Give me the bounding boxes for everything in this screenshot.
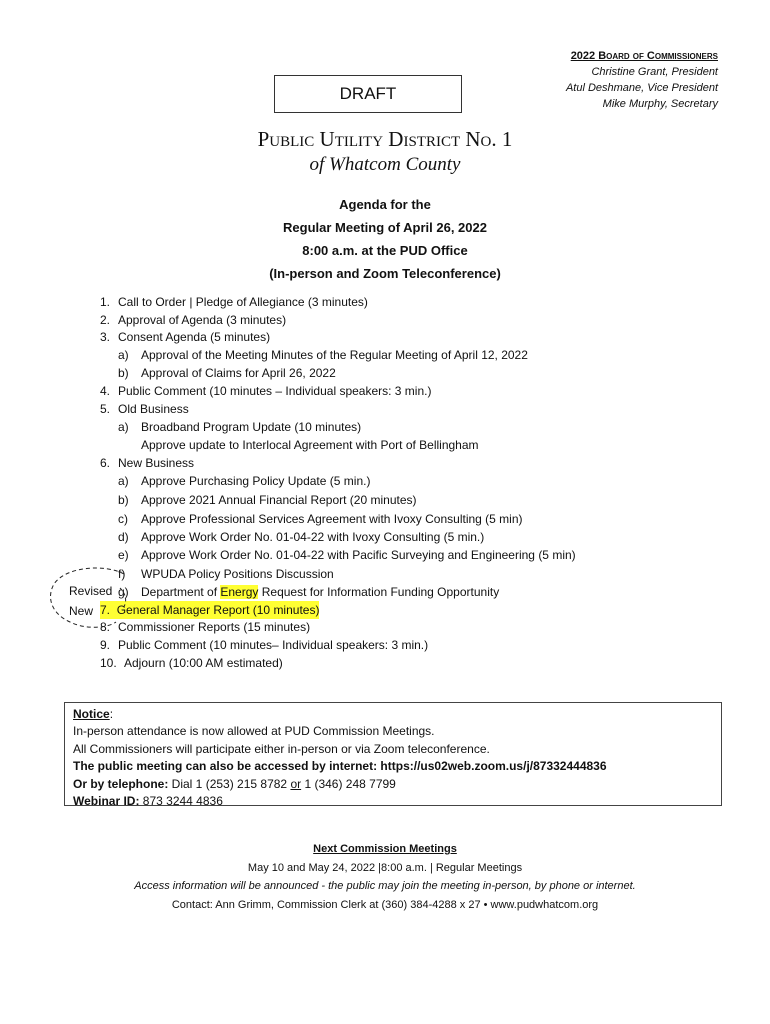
agenda-sub-item-energy bbox=[141, 583, 499, 601]
agenda-item: New Business bbox=[118, 456, 195, 470]
item-number: 1. bbox=[100, 295, 111, 309]
agenda-sub-item: Broadband Program Update (10 minutes) bbox=[141, 420, 362, 434]
agenda-item: General Manager Report (10 minutes) bbox=[116, 603, 320, 617]
agenda-item: Adjourn (10:00 AM estimated) bbox=[124, 656, 283, 670]
revised-note: Revised bbox=[69, 584, 113, 598]
highlighted-word: Energy bbox=[220, 585, 259, 599]
agenda-title-line: Agenda for the bbox=[339, 197, 431, 212]
dashed-annotation-circle bbox=[46, 566, 136, 634]
sub-item-letter: e) bbox=[118, 548, 129, 562]
sub-item-letter: d) bbox=[118, 530, 129, 544]
agenda-sub-item: Approve 2021 Annual Financial Report (20 minutes) bbox=[141, 493, 417, 507]
agenda-sub-item: Approval of the Meeting Minutes of the Regular Meeting of April 12, 2022 bbox=[141, 348, 528, 362]
agenda-sub-item: Approve Work Order No. 01-04-22 with Ivoxy Consulting (5 min.) bbox=[141, 530, 485, 544]
item-number: 10. bbox=[100, 656, 117, 670]
notice-box bbox=[64, 702, 722, 809]
org-name: Public Utility District No. 1 bbox=[257, 127, 513, 151]
agenda-sub-item: Approve Purchasing Policy Update (5 min.) bbox=[141, 474, 371, 488]
sub-item-letter: c) bbox=[118, 512, 128, 526]
agenda-item: Consent Agenda (5 minutes) bbox=[118, 330, 271, 344]
agenda-item: Approval of Agenda (3 minutes) bbox=[118, 313, 287, 327]
telephone-number: 1 (346) 248 7799 bbox=[301, 776, 396, 791]
sub-item-letter: f) bbox=[118, 567, 126, 581]
agenda-item: Public Comment (10 minutes– Individual speakers: 3 min.) bbox=[118, 638, 429, 652]
telephone-or: or bbox=[290, 776, 302, 791]
telephone-line bbox=[73, 776, 713, 793]
agenda-title-line: (In-person and Zoom Teleconference) bbox=[269, 266, 501, 281]
text-segment: Department of bbox=[141, 585, 221, 599]
sub-item-letter: g) bbox=[118, 585, 129, 599]
agenda-sub-item: Approve Professional Services Agreement with Ivoxy Consulting (5 min) bbox=[141, 512, 523, 526]
next-meetings-footer bbox=[0, 840, 770, 914]
item-number: 6. bbox=[100, 456, 111, 470]
telephone-label: Or by telephone: bbox=[73, 776, 169, 791]
item-number: 3. bbox=[100, 330, 111, 344]
sub-item-letter: b) bbox=[118, 366, 129, 380]
agenda-sub-item: Approval of Claims for April 26, 2022 bbox=[141, 366, 336, 380]
item-number: 5. bbox=[100, 402, 111, 416]
webinar-line bbox=[73, 793, 713, 810]
agenda-item: Public Comment (10 minutes – Individual speakers: 3 min.) bbox=[118, 384, 432, 398]
notice-line: In-person attendance is now allowed at PUD Commission Meetings. bbox=[73, 724, 435, 739]
notice-line: All Commissioners will participate either in-person or via Zoom teleconference. bbox=[73, 741, 490, 756]
notice-colon: : bbox=[109, 707, 114, 721]
zoom-link-line[interactable]: The public meeting can also be accessed by internet: https://us02web.zoom.us/j/87332444836 bbox=[73, 759, 607, 774]
draft-box: DRAFT bbox=[274, 75, 462, 113]
board-member: Atul Deshmane, Vice President bbox=[565, 82, 718, 94]
sub-item-letter: b) bbox=[118, 493, 129, 507]
footer-line: May 10 and May 24, 2022 |8:00 a.m. | Regular Meetings bbox=[247, 861, 523, 874]
agenda-sub-item: Approve Work Order No. 01-04-22 with Pacific Surveying and Engineering (5 min) bbox=[141, 548, 576, 562]
footer-heading: Next Commission Meetings bbox=[313, 843, 457, 855]
agenda-item: Old Business bbox=[118, 402, 189, 416]
item-number: 9. bbox=[100, 638, 111, 652]
agenda-title bbox=[0, 193, 770, 285]
board-member: Christine Grant, President bbox=[591, 66, 718, 78]
webinar-label: Webinar ID: bbox=[73, 794, 140, 809]
agenda-title-line: 8:00 a.m. at the PUD Office bbox=[302, 243, 468, 258]
item-number: 4. bbox=[100, 384, 111, 398]
notice-heading: Notice bbox=[73, 707, 110, 721]
org-county: of Whatcom County bbox=[309, 154, 461, 175]
agenda-title-line: Regular Meeting of April 26, 2022 bbox=[283, 220, 487, 235]
board-of-commissioners bbox=[566, 48, 718, 112]
sub-item-letter: a) bbox=[118, 474, 129, 488]
text-segment: Request for Information Funding Opportunity bbox=[258, 585, 500, 599]
footer-contact: Contact: Ann Grimm, Commission Clerk at (360) 384-4288 x 27 • www.pudwhatcom.org bbox=[171, 898, 599, 911]
notice-heading-line bbox=[73, 706, 713, 723]
board-heading: 2022 Board of Commissioners bbox=[570, 50, 718, 62]
new-note: New bbox=[69, 604, 94, 618]
item-number: 8. bbox=[100, 620, 111, 634]
footer-line: Access information will be announced - the public may join the meeting in-person, by phone or internet. bbox=[134, 880, 636, 892]
board-member: Mike Murphy, Secretary bbox=[602, 98, 718, 110]
telephone-number: Dial 1 (253) 215 8782 bbox=[168, 776, 291, 791]
item-number: 7. bbox=[100, 603, 111, 617]
agenda-item: Commissioner Reports (15 minutes) bbox=[118, 620, 311, 634]
sub-item-letter: a) bbox=[118, 420, 129, 434]
sub-item-letter: a) bbox=[118, 348, 129, 362]
item-number: 2. bbox=[100, 313, 111, 327]
webinar-id: 873 3244 4836 bbox=[139, 794, 223, 809]
agenda-sub-item: WPUDA Policy Positions Discussion bbox=[141, 567, 334, 581]
agenda-item: Call to Order | Pledge of Allegiance (3 minutes) bbox=[118, 295, 368, 309]
agenda-sub-item-detail: Approve update to Interlocal Agreement with Port of Bellingham bbox=[141, 438, 479, 452]
